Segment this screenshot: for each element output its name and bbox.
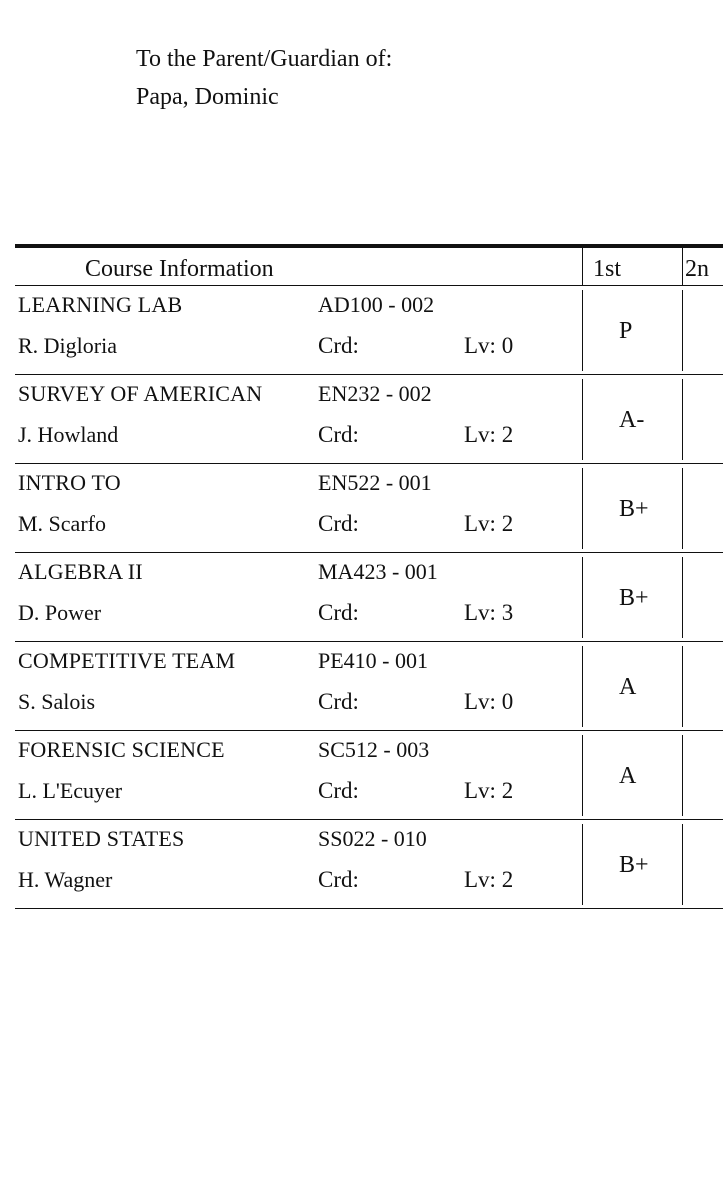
term-1-grade-cell: [582, 646, 683, 727]
level-value: Lv: 3: [464, 600, 514, 625]
course-name: UNITED STATES: [18, 826, 185, 851]
term-2-grade-cell: [682, 468, 723, 549]
header-term-2-label: 2n: [685, 256, 709, 282]
teacher-name: J. Howland: [18, 422, 119, 447]
credit-label: Crd:: [318, 867, 359, 892]
term-2-grade-cell: [682, 824, 723, 905]
table-row: [15, 553, 723, 642]
level-value: Lv: 2: [464, 422, 514, 447]
level-value: Lv: 2: [464, 511, 514, 536]
term-1-grade-cell: [582, 735, 683, 816]
course-code: AD100 - 002: [318, 292, 435, 317]
level-value: Lv: 2: [464, 778, 514, 803]
term-1-grade: B+: [619, 496, 649, 522]
table-row: [15, 642, 723, 731]
credit-label: Crd:: [318, 422, 359, 447]
course-code: EN232 - 002: [318, 381, 432, 406]
course-code: MA423 - 001: [318, 559, 438, 584]
teacher-name: S. Salois: [18, 689, 96, 714]
term-2-grade-cell: [682, 557, 723, 638]
recipient-address: [136, 40, 392, 116]
level-value: Lv: 0: [464, 333, 514, 358]
term-1-grade-cell: [582, 379, 683, 460]
teacher-name: L. L'Ecuyer: [18, 778, 123, 803]
header-term-2: [682, 248, 723, 285]
header-term-1-label: 1st: [593, 256, 622, 282]
table-row: [15, 820, 723, 909]
header-course-information: Course Information: [85, 256, 274, 282]
course-name: COMPETITIVE TEAM: [18, 648, 236, 673]
course-name: LEARNING LAB: [18, 292, 183, 317]
teacher-name: M. Scarfo: [18, 511, 106, 536]
credit-label: Crd:: [318, 511, 359, 536]
table-row: [15, 375, 723, 464]
term-1-grade: B+: [619, 585, 649, 611]
course-code: EN522 - 001: [318, 470, 432, 495]
table-header: [15, 248, 723, 286]
term-1-grade-cell: [582, 824, 683, 905]
course-name: ALGEBRA II: [18, 559, 143, 584]
credit-label: Crd:: [318, 600, 359, 625]
term-1-grade: A: [619, 674, 637, 700]
course-name: SURVEY OF AMERICAN: [18, 381, 263, 406]
table-row: [15, 731, 723, 820]
teacher-name: D. Power: [18, 600, 102, 625]
term-1-grade-cell: [582, 290, 683, 371]
term-2-grade-cell: [682, 290, 723, 371]
table-row: [15, 464, 723, 553]
level-value: Lv: 2: [464, 867, 514, 892]
term-2-grade-cell: [682, 379, 723, 460]
term-1-grade: P: [619, 318, 633, 344]
course-code: SS022 - 010: [318, 826, 427, 851]
credit-label: Crd:: [318, 333, 359, 358]
teacher-name: H. Wagner: [18, 867, 113, 892]
course-code: PE410 - 001: [318, 648, 428, 673]
student-name: Papa, Dominic: [136, 84, 279, 110]
header-term-1: [582, 248, 683, 285]
course-name: INTRO TO: [18, 470, 121, 495]
term-1-grade-cell: [582, 557, 683, 638]
teacher-name: R. Digloria: [18, 333, 117, 358]
credit-label: Crd:: [318, 689, 359, 714]
term-1-grade-cell: [582, 468, 683, 549]
table-row: [15, 286, 723, 375]
address-salutation: To the Parent/Guardian of:: [136, 46, 393, 72]
credit-label: Crd:: [318, 778, 359, 803]
course-code: SC512 - 003: [318, 737, 430, 762]
term-1-grade: B+: [619, 852, 649, 878]
grades-table: [15, 244, 723, 909]
term-2-grade-cell: [682, 646, 723, 727]
term-2-grade-cell: [682, 735, 723, 816]
term-1-grade: A: [619, 763, 637, 789]
term-1-grade: A-: [619, 407, 645, 433]
level-value: Lv: 0: [464, 689, 514, 714]
course-name: FORENSIC SCIENCE: [18, 737, 225, 762]
